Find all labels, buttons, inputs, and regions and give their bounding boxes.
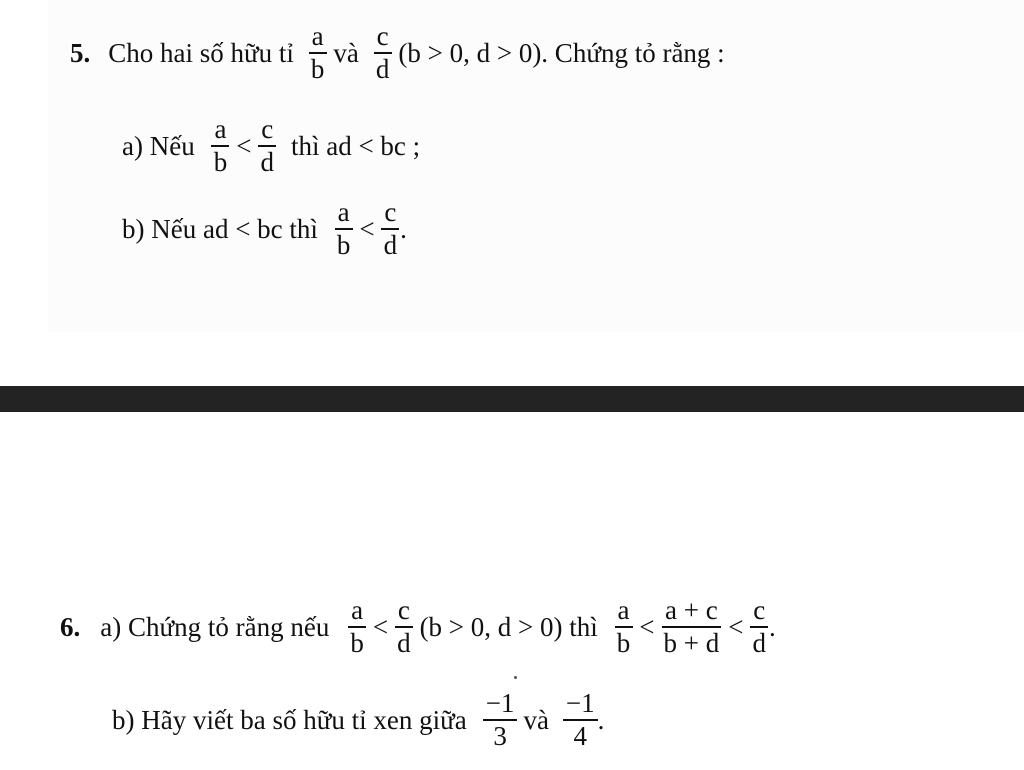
problem-5a-tail: thì ad < bc ; xyxy=(290,130,421,161)
fraction-a-b: $\frac{a}{b}$ xyxy=(334,197,354,261)
problem-5-number: 5. xyxy=(70,37,91,68)
less-than: < xyxy=(372,611,389,642)
problem-5b-label: b) Nếu ad < bc thì xyxy=(122,213,318,244)
problem-5-condition: (b > 0, d > 0). Chứng tỏ rằng : xyxy=(398,37,725,68)
problem-5a xyxy=(122,114,420,178)
fraction-a-b: $\frac{a}{b}$ xyxy=(347,595,367,659)
less-than: < xyxy=(728,611,744,642)
problem-6a-label: a) Chứng tỏ rằng nếu xyxy=(100,611,330,642)
fraction-mediant: $\frac{a + c}{b + d}$ xyxy=(663,595,720,658)
problem-6b-tail: . xyxy=(597,704,605,735)
fraction-a-b: $\frac{a}{b}$ xyxy=(614,595,634,659)
problem-5b xyxy=(122,197,407,261)
problem-6b-label: b) Hãy viết ba số hữu tỉ xen giữa xyxy=(112,704,467,735)
fraction-a-b: $\frac{a}{b}$ xyxy=(308,21,328,85)
divider-bar xyxy=(0,386,1024,412)
fraction-c-d: $\frac{c}{d}$ xyxy=(381,197,401,261)
problem-6b xyxy=(112,688,604,752)
fraction-minus-one-third: $\frac{-1}{3}$ xyxy=(483,688,518,752)
fraction-minus-one-fourth: $\frac{-1}{4}$ xyxy=(563,688,598,752)
problem-6a-tail: . xyxy=(768,611,776,642)
fraction-c-d: $\frac{c}{d}$ xyxy=(749,595,769,659)
fraction-a-b: $\frac{a}{b}$ xyxy=(211,114,231,178)
problem-6-number: 6. xyxy=(60,611,81,642)
stray-dot xyxy=(514,676,517,679)
conjunction: và xyxy=(333,37,359,68)
problem-6a-condition: (b > 0, d > 0) thì xyxy=(419,611,598,642)
conjunction: và xyxy=(523,704,549,735)
problem-5a-label: a) Nếu xyxy=(122,130,195,161)
less-than: < xyxy=(236,130,252,161)
fraction-c-d: $\frac{c}{d}$ xyxy=(257,114,277,178)
fraction-c-d: $\frac{c}{d}$ xyxy=(394,595,414,659)
fraction-c-d: $\frac{c}{d}$ xyxy=(373,21,393,85)
less-than: < xyxy=(359,213,375,244)
problem-6a xyxy=(60,595,776,659)
less-than: < xyxy=(639,611,655,642)
problem-5-statement xyxy=(70,21,725,85)
problem-5-intro: Cho hai số hữu tỉ xyxy=(108,37,294,68)
problem-5b-tail: . xyxy=(400,213,407,244)
